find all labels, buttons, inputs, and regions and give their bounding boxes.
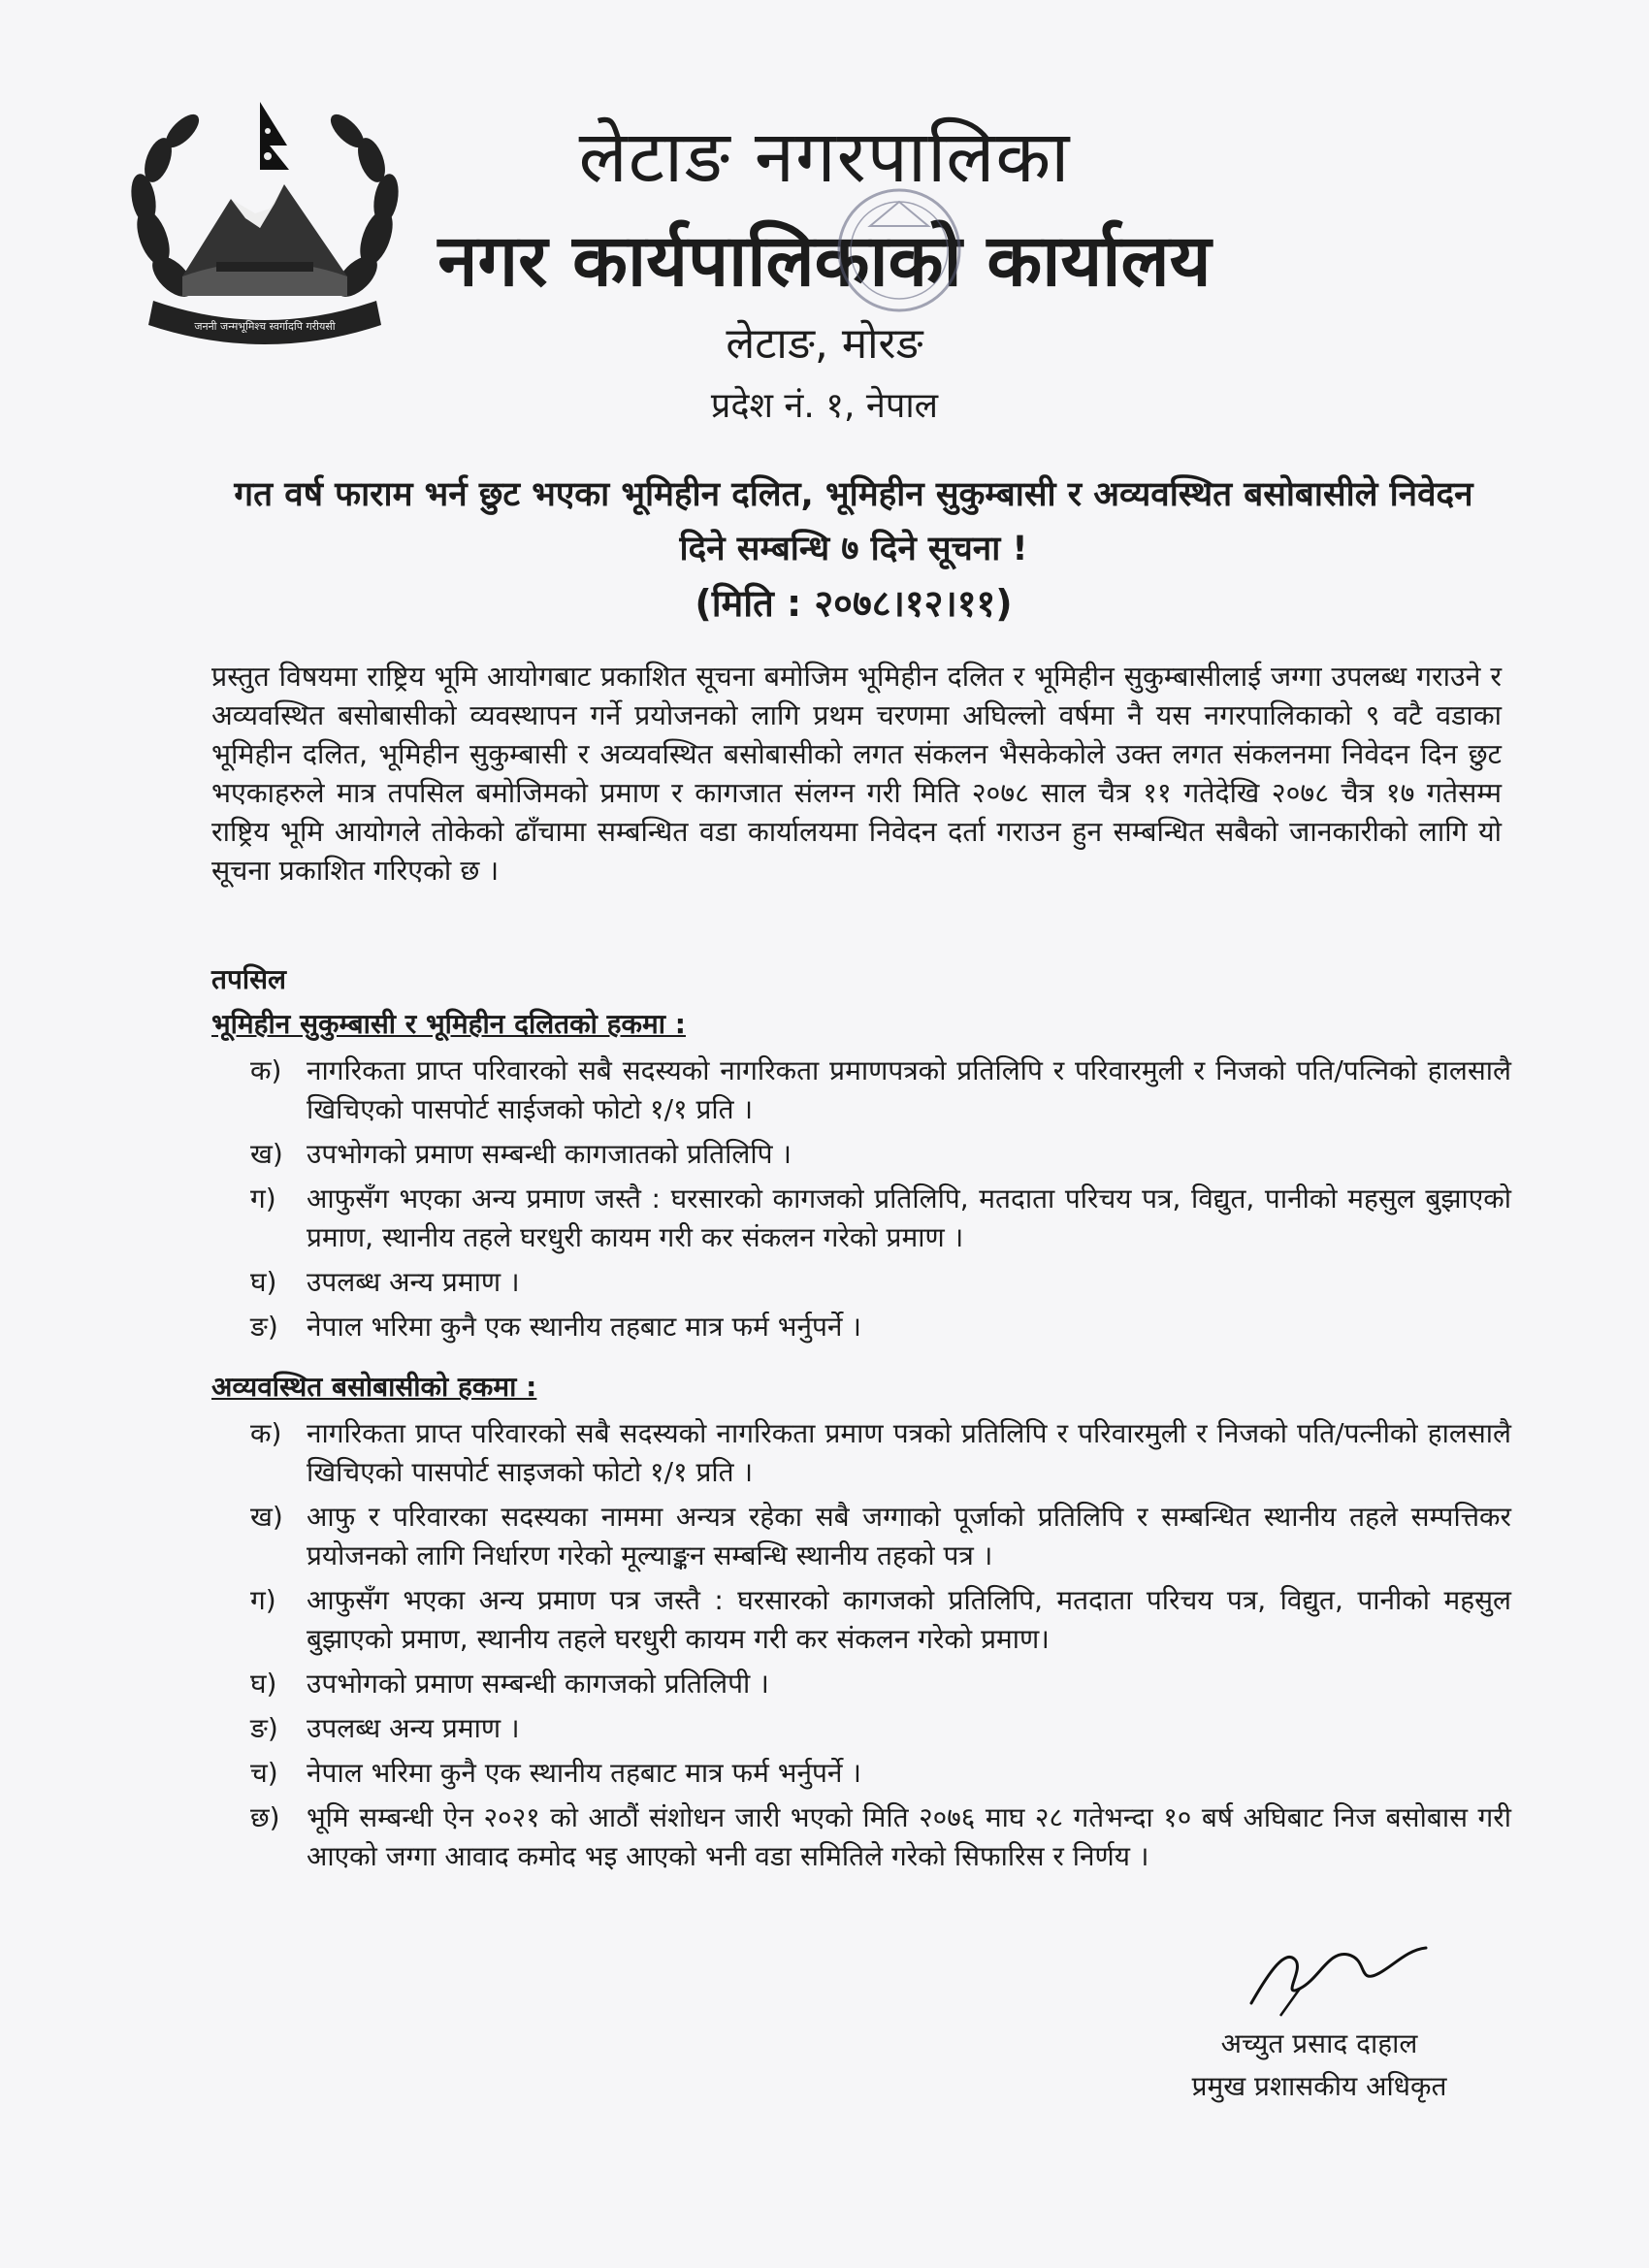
list-item-text: उपभोगको प्रमाण सम्बन्धी कागजको प्रतिलिपी । <box>307 1668 769 1700</box>
schedule-label: तपसिल <box>211 963 287 995</box>
notice-title-line-2: दिने सम्बन्धि ७ दिने सूचना ! <box>679 530 1028 568</box>
section-1-list <box>250 1052 1511 1352</box>
list-item <box>250 1263 1511 1302</box>
list-item <box>250 1798 1511 1876</box>
list-item <box>250 1052 1511 1129</box>
notice-title <box>184 468 1523 631</box>
section-2-list <box>250 1414 1511 1882</box>
list-item-marker: क) <box>250 1417 282 1449</box>
list-item <box>250 1581 1511 1659</box>
list-item-text: आफु र परिवारका सदस्यका नाममा अन्यत्र रहेका सबै जग्गाको पूर्जाको प्रतिलिपि र सम्बन्धित स्थानीय तहले सम्पत्तिकर प्रयोजनको लागि निर्धारण गरेको मूल्याङ्कन सम्बन्धि स्थानीय तहको पत्र । <box>307 1501 1511 1571</box>
list-item-marker: ग) <box>250 1183 276 1215</box>
list-item <box>250 1754 1511 1793</box>
list-item <box>250 1498 1511 1575</box>
list-item-marker: च) <box>250 1757 278 1789</box>
list-item-text: भूमि सम्बन्धी ऐन २०२१ को आठौं संशोधन जारी भएको मिति २०७६ माघ २८ गतेभन्दा १० बर्ष अघिबाट निज बसोबास गरी आएको जग्गा आवाद कमोद भइ आएको भनी वडा समितिले गरेको सिफारिस र निर्णय । <box>307 1801 1511 1872</box>
list-item-marker: ग) <box>250 1584 276 1616</box>
signature-icon <box>1242 1930 1436 2018</box>
list-item-text: उपलब्ध अन्य प्रमाण । <box>307 1266 520 1298</box>
signatory-name: अच्युत प्रसाद दाहाल <box>1220 2027 1418 2059</box>
list-item <box>250 1709 1511 1748</box>
office-stamp-icon <box>826 182 972 318</box>
notice-title-line-1: गत वर्ष फाराम भर्न छुट भएका भूमिहीन दलित, भूमिहीन सुकुम्बासी र अव्यवस्थित बसोबासीले निवेदन <box>234 475 1473 514</box>
office-address: लेटाङ, मोरङ <box>726 319 923 369</box>
emblem-motto: जननी जन्मभूमिश्च स्वर्गादपि गरीयसी <box>194 320 336 333</box>
list-item-text: नेपाल भरिमा कुनै एक स्थानीय तहबाट मात्र फर्म भर्नुपर्ने । <box>307 1757 861 1789</box>
list-item <box>250 1665 1511 1703</box>
list-item-marker: ख) <box>250 1501 283 1533</box>
list-item <box>250 1414 1511 1492</box>
signatory <box>1164 2023 1474 2108</box>
province-country: प्रदेश नं. १, नेपाल <box>710 386 939 426</box>
list-item-marker: घ) <box>250 1266 277 1298</box>
list-item-marker: ङ) <box>250 1712 278 1744</box>
list-item-marker: छ) <box>250 1801 280 1833</box>
list-item <box>250 1308 1511 1346</box>
section-1-heading: भूमिहीन सुकुम्बासी र भूमिहीन दलितको हकमा : <box>211 1008 686 1040</box>
municipality-name: लेटाङ नगरपालिका <box>578 115 1071 199</box>
list-item-marker: घ) <box>250 1668 277 1700</box>
list-item-text: नागरिकता प्राप्त परिवारको सबै सदस्यको नागरिकता प्रमाणपत्रको प्रतिलिपि र परिवारमुली र निजको पति/पत्निको हालसालै खिचिएको पासपोर्ट साईजको फोटो १/१ प्रति । <box>307 1054 1511 1125</box>
notice-date: (मिति : २०७८।१२।११) <box>695 582 1013 625</box>
signatory-designation: प्रमुख प्रशासकीय अधिकृत <box>1191 2070 1447 2102</box>
list-item-text: उपभोगको प्रमाण सम्बन्धी कागजातको प्रतिलिपि । <box>307 1138 792 1170</box>
office-name: नगर कार्यपालिकाको कार्यालय <box>437 219 1212 303</box>
list-item-text: आफुसँग भएका अन्य प्रमाण जस्तै : घरसारको कागजको प्रतिलिपि, मतदाता परिचय पत्र, विद्युत, पानीको महसुल बुझाएको प्रमाण, स्थानीय तहले घरधुरी कायम गरी कर संकलन गरेको प्रमाण । <box>307 1183 1511 1253</box>
list-item <box>250 1180 1511 1257</box>
list-item-text: आफुसँग भएका अन्य प्रमाण पत्र जस्तै : घरसारको कागजको प्रतिलिपि, मतदाता परिचय पत्र, विद्युत, पानीको महसुल बुझाएको प्रमाण, स्थानीय तहले घरधुरी कायम गरी कर संकलन गरेको प्रमाण। <box>307 1584 1511 1655</box>
list-item-text: नेपाल भरिमा कुनै एक स्थानीय तहबाट मात्र फर्म भर्नुपर्ने । <box>307 1311 861 1343</box>
list-item-text: उपलब्ध अन्य प्रमाण । <box>307 1712 520 1744</box>
list-item-marker: क) <box>250 1054 282 1086</box>
list-item-marker: ख) <box>250 1138 283 1170</box>
notice-body: प्रस्तुत विषयमा राष्ट्रिय भूमि आयोगबाट प्रकाशित सूचना बमोजिम भूमिहीन दलित र भूमिहीन सुकुम्बासीलाई जग्गा उपलब्ध गराउने र अव्यवस्थित बसोबासीको व्यवस्थापन गर्ने प्रयोजनको लागि प्रथम चरणमा अघिल्लो वर्षमा नै यस नगरपालिकाको ९ वटै वडाका भूमिहीन दलित, भूमिहीन सुकुम्बासी र अव्यवस्थित बसोबासीको लगत संकलन भैसकेकोले उक्त लगत संकलनमा निवेदन दिन छुट भएकाहरुले मात्र तपसिल बमोजिमको प्रमाण र कागजात संलग्न गरी मिति २०७८ साल चैत्र ११ गतेदेखि २०७८ चैत्र १७ गतेसम्म राष्ट्रिय भूमि आयोगले तोकेको ढाँचामा सम्बन्धित वडा कार्यालयमा निवेदन दर्ता गराउन हुन सम्बन्धित सबैको जानकारीको लागि यो सूचना प्रकाशित गरिएको छ । <box>211 661 1502 887</box>
list-item-marker: ङ) <box>250 1311 278 1343</box>
list-item <box>250 1135 1511 1174</box>
list-item-text: नागरिकता प्राप्त परिवारको सबै सदस्यको नागरिकता प्रमाण पत्रको प्रतिलिपि र परिवारमुली र निजको पति/पत्नीको हालसालै खिचिएको पासपोर्ट साइजको फोटो १/१ प्रति । <box>307 1417 1511 1488</box>
section-2-heading: अव्यवस्थित बसोबासीको हकमा : <box>211 1371 537 1403</box>
